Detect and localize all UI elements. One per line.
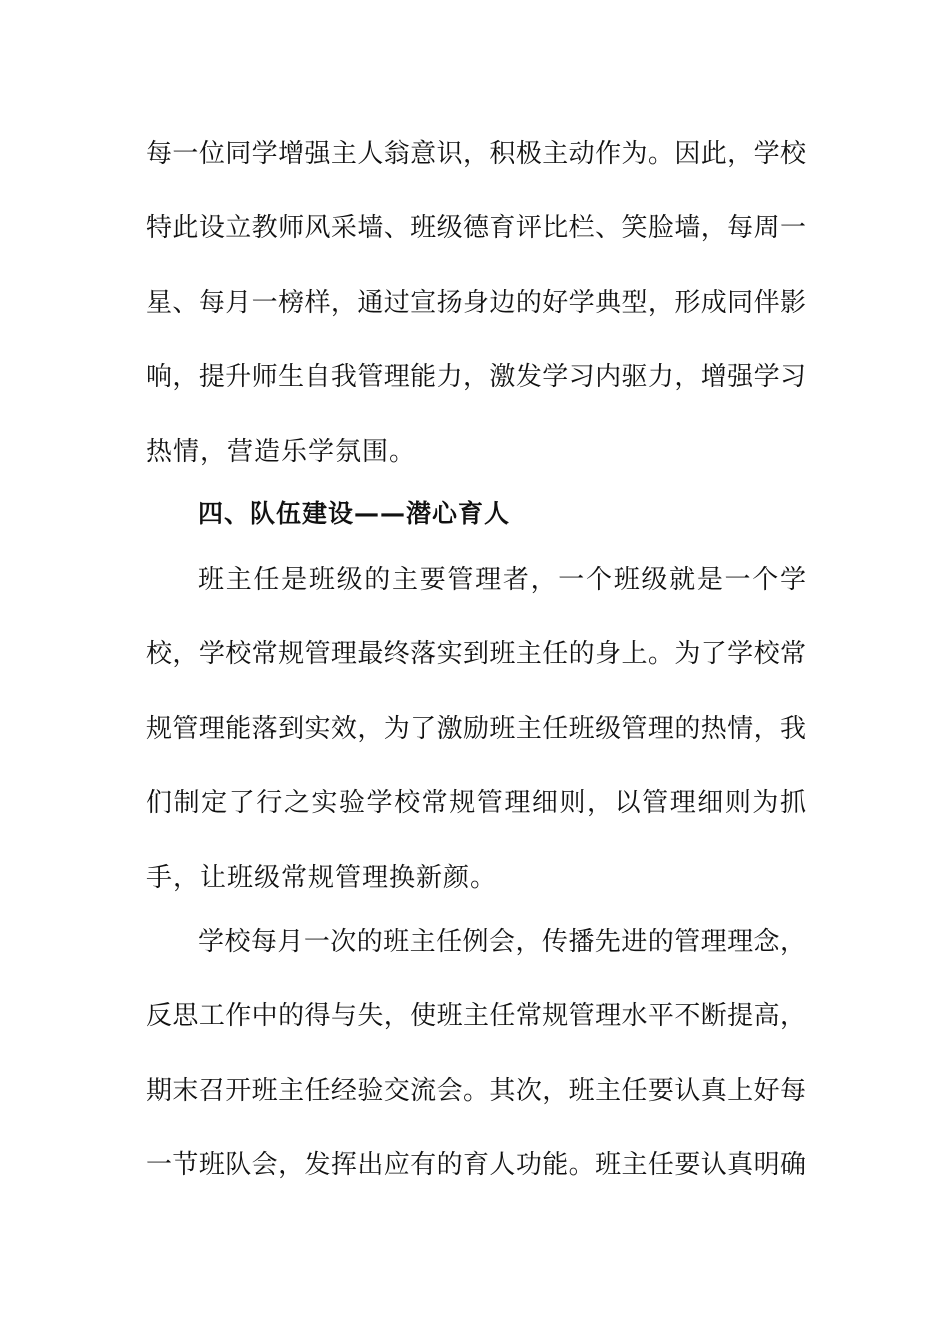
paragraph-1-line-4: 响，提升师生自我管理能力，激发学习内驱力，增强学习	[146, 362, 806, 392]
paragraph-2-line-5: 手，让班级常规管理换新颜。	[146, 863, 498, 893]
paragraph-1-line-2: 特此设立教师风采墙、班级德育评比栏、笑脸墙，每周一	[146, 213, 806, 243]
paragraph-3-line-3: 期末召开班主任经验交流会。其次，班主任要认真上好每	[146, 1076, 806, 1106]
paragraph-3-line-2: 反思工作中的得与失，使班主任常规管理水平不断提高，	[146, 1001, 806, 1031]
paragraph-2-line-2: 校，学校常规管理最终落实到班主任的身上。为了学校常	[146, 639, 806, 669]
paragraph-1-line-3: 星、每月一榜样，通过宣扬身边的好学典型，形成同伴影	[146, 288, 806, 318]
paragraph-2-line-3: 规管理能落到实效，为了激励班主任班级管理的热情，我	[146, 714, 806, 744]
paragraph-2-line-4: 们制定了行之实验学校常规管理细则，以管理细则为抓	[146, 788, 806, 818]
paragraph-3-line-1: 学校每月一次的班主任例会，传播先进的管理理念，	[198, 927, 806, 957]
paragraph-1-line-1: 每一位同学增强主人翁意识，积极主动作为。因此，学校	[146, 139, 806, 169]
section-heading: 四、队伍建设——潜心育人	[198, 499, 511, 528]
paragraph-1-line-5: 热情，营造乐学氛围。	[146, 437, 417, 467]
paragraph-2-line-1: 班主任是班级的主要管理者，一个班级就是一个学	[198, 565, 806, 595]
paragraph-3-line-4: 一节班队会，发挥出应有的育人功能。班主任要认真明确	[146, 1150, 806, 1180]
